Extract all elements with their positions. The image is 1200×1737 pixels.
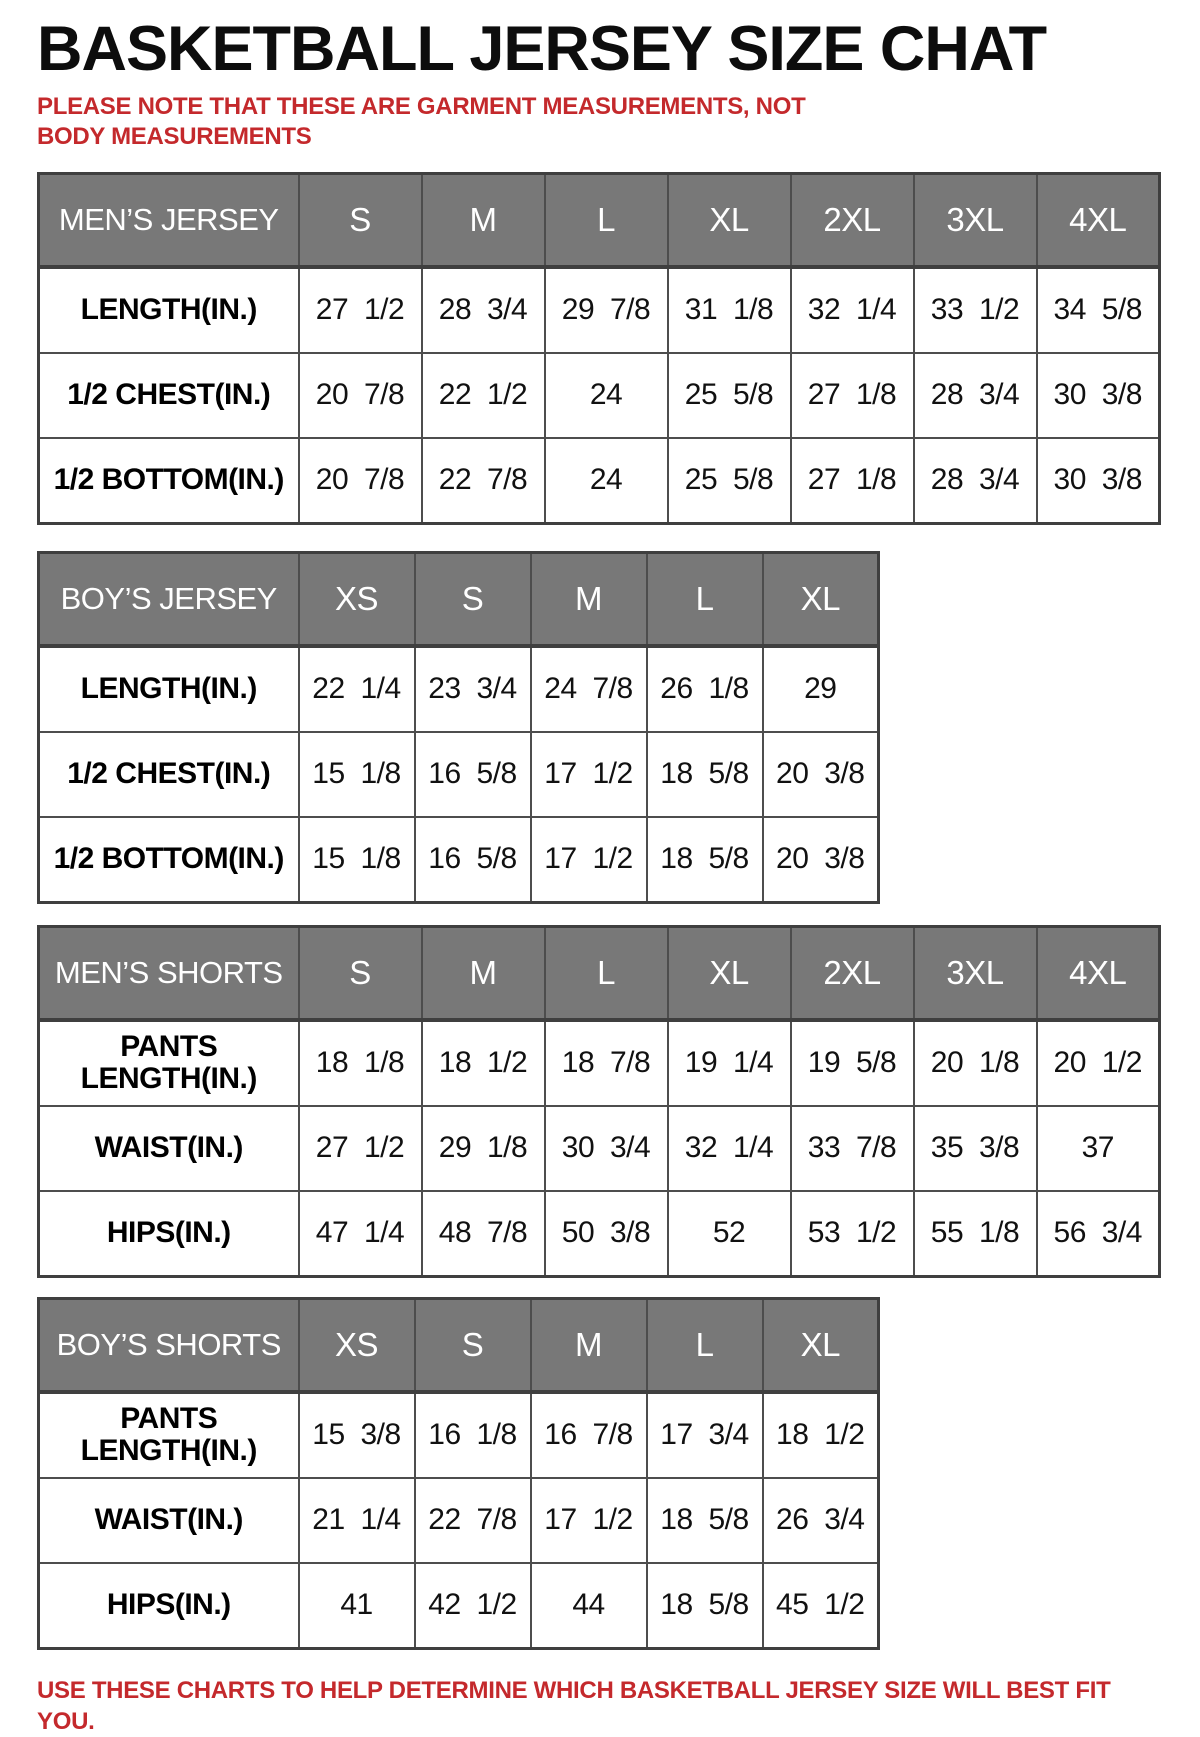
measurement-value: 48 7/8 — [422, 1191, 545, 1277]
row-label: HIPS(IN.) — [39, 1191, 299, 1277]
size-header-l: L — [647, 1298, 763, 1392]
measurement-value: 53 1/2 — [791, 1191, 914, 1277]
size-header-4xl: 4XL — [1037, 926, 1160, 1020]
measurement-value: 31 1/8 — [668, 267, 791, 353]
measurement-value: 20 1/8 — [914, 1020, 1037, 1106]
measurement-row — [39, 1563, 879, 1649]
size-header-s: S — [299, 926, 422, 1020]
measurement-value: 29 — [763, 646, 879, 732]
size-table-boys-jersey — [37, 551, 880, 904]
size-table-boys-shorts — [37, 1297, 880, 1650]
measurement-value: 47 1/4 — [299, 1191, 422, 1277]
measurement-value: 16 7/8 — [531, 1392, 647, 1478]
measurement-value: 24 — [545, 353, 668, 438]
measurement-value: 27 1/8 — [791, 353, 914, 438]
size-header-m: M — [531, 1298, 647, 1392]
best-fit-note: USE THESE CHARTS TO HELP DETERMINE WHICH BASKETBALL JERSEY SIZE WILL BEST FIT YOU. — [37, 1676, 1111, 1735]
measurement-value: 37 — [1037, 1106, 1160, 1191]
row-label: 1/2 CHEST(IN.) — [39, 353, 299, 438]
measurement-value: 27 1/2 — [299, 267, 422, 353]
header-row-boys-jersey — [39, 552, 879, 646]
size-header-3xl: 3XL — [914, 173, 1037, 267]
measurement-value: 20 7/8 — [299, 353, 422, 438]
measurement-value: 41 — [299, 1563, 415, 1649]
size-table-mens-shorts — [37, 925, 1161, 1278]
measurement-value: 17 1/2 — [531, 732, 647, 817]
measurement-value: 27 1/8 — [791, 438, 914, 524]
measurement-row — [39, 1020, 1160, 1106]
measurement-value: 29 1/8 — [422, 1106, 545, 1191]
row-label: WAIST(IN.) — [39, 1478, 299, 1563]
measurement-value: 19 5/8 — [791, 1020, 914, 1106]
measurement-value: 56 3/4 — [1037, 1191, 1160, 1277]
row-label: 1/2 CHEST(IN.) — [39, 732, 299, 817]
table-label-boys-shorts: BOY’S SHORTS — [39, 1298, 299, 1392]
measurement-value: 44 — [531, 1563, 647, 1649]
measurement-value: 33 7/8 — [791, 1106, 914, 1191]
size-header-xl: XL — [668, 173, 791, 267]
measurement-value: 30 3/8 — [1037, 353, 1160, 438]
measurement-value: 18 1/8 — [299, 1020, 422, 1106]
measurement-value: 17 3/4 — [647, 1392, 763, 1478]
measurement-value: 30 3/8 — [1037, 438, 1160, 524]
page-title: BASKETBALL JERSEY SIZE CHAT — [37, 14, 1047, 84]
measurement-value: 30 3/4 — [545, 1106, 668, 1191]
measurement-value: 21 1/4 — [299, 1478, 415, 1563]
size-header-xl: XL — [763, 552, 879, 646]
measurement-value: 24 7/8 — [531, 646, 647, 732]
measurement-value: 18 5/8 — [647, 817, 763, 903]
measurement-row — [39, 1106, 1160, 1191]
measurement-value: 18 5/8 — [647, 732, 763, 817]
size-header-s: S — [299, 173, 422, 267]
measurement-value: 18 1/2 — [422, 1020, 545, 1106]
measurement-value: 25 5/8 — [668, 353, 791, 438]
table-label-mens-shorts: MEN’S SHORTS — [39, 926, 299, 1020]
measurement-value: 17 1/2 — [531, 1478, 647, 1563]
size-header-l: L — [545, 926, 668, 1020]
table-label-mens-jersey: MEN’S JERSEY — [39, 173, 299, 267]
measurement-value: 16 1/8 — [415, 1392, 531, 1478]
measurement-value: 19 1/4 — [668, 1020, 791, 1106]
measurement-value: 18 1/2 — [763, 1392, 879, 1478]
boys-shorts-table-wrap — [37, 1297, 1200, 1650]
size-header-l: L — [647, 552, 763, 646]
measurement-value: 32 1/4 — [668, 1106, 791, 1191]
measurement-value: 28 3/4 — [914, 438, 1037, 524]
row-label: PANTS LENGTH(IN.) — [39, 1020, 299, 1106]
measurement-value: 27 1/2 — [299, 1106, 422, 1191]
size-header-xl: XL — [763, 1298, 879, 1392]
size-header-l: L — [545, 173, 668, 267]
measurement-value: 15 3/8 — [299, 1392, 415, 1478]
measurement-value: 17 1/2 — [531, 817, 647, 903]
measurement-value: 35 3/8 — [914, 1106, 1037, 1191]
size-header-xs: XS — [299, 552, 415, 646]
size-header-s: S — [415, 552, 531, 646]
measurement-value: 15 1/8 — [299, 817, 415, 903]
size-header-xl: XL — [668, 926, 791, 1020]
measurement-row — [39, 732, 879, 817]
measurement-value: 16 5/8 — [415, 817, 531, 903]
row-label: HIPS(IN.) — [39, 1563, 299, 1649]
size-header-xs: XS — [299, 1298, 415, 1392]
measurement-value: 23 3/4 — [415, 646, 531, 732]
mens-jersey-table-wrap — [37, 172, 1200, 525]
measurement-value: 28 3/4 — [914, 353, 1037, 438]
measurement-row — [39, 438, 1160, 524]
size-header-m: M — [422, 926, 545, 1020]
measurement-value: 18 5/8 — [647, 1478, 763, 1563]
measurement-value: 22 7/8 — [422, 438, 545, 524]
table-label-boys-jersey: BOY’S JERSEY — [39, 552, 299, 646]
measurement-value: 50 3/8 — [545, 1191, 668, 1277]
measurement-value: 18 5/8 — [647, 1563, 763, 1649]
size-header-m: M — [422, 173, 545, 267]
measurement-row — [39, 353, 1160, 438]
measurement-value: 26 1/8 — [647, 646, 763, 732]
size-header-3xl: 3XL — [914, 926, 1037, 1020]
measurement-value: 24 — [545, 438, 668, 524]
measurement-value: 20 1/2 — [1037, 1020, 1160, 1106]
measurement-value: 42 1/2 — [415, 1563, 531, 1649]
row-label: PANTS LENGTH(IN.) — [39, 1392, 299, 1478]
size-header-s: S — [415, 1298, 531, 1392]
measurement-row — [39, 267, 1160, 353]
measurement-value: 26 3/4 — [763, 1478, 879, 1563]
header-row-mens-jersey — [39, 173, 1160, 267]
measurement-value: 16 5/8 — [415, 732, 531, 817]
size-header-2xl: 2XL — [791, 173, 914, 267]
measurement-value: 22 7/8 — [415, 1478, 531, 1563]
size-header-2xl: 2XL — [791, 926, 914, 1020]
boys-jersey-table-wrap — [37, 551, 1200, 904]
measurement-value: 18 7/8 — [545, 1020, 668, 1106]
measurement-value: 20 7/8 — [299, 438, 422, 524]
measurement-value: 22 1/4 — [299, 646, 415, 732]
measurement-value: 45 1/2 — [763, 1563, 879, 1649]
row-label: WAIST(IN.) — [39, 1106, 299, 1191]
header-row-mens-shorts — [39, 926, 1160, 1020]
tables-container — [37, 172, 1200, 1650]
measurement-value: 15 1/8 — [299, 732, 415, 817]
header-row-boys-shorts — [39, 1298, 879, 1392]
measurement-value: 33 1/2 — [914, 267, 1037, 353]
measurement-value: 25 5/8 — [668, 438, 791, 524]
measurement-value: 28 3/4 — [422, 267, 545, 353]
size-table-mens-jersey — [37, 172, 1161, 525]
measurement-value: 20 3/8 — [763, 732, 879, 817]
measurement-value: 22 1/2 — [422, 353, 545, 438]
row-label: 1/2 BOTTOM(IN.) — [39, 438, 299, 524]
row-label: LENGTH(IN.) — [39, 646, 299, 732]
measurement-row — [39, 646, 879, 732]
measurement-value: 29 7/8 — [545, 267, 668, 353]
measurement-row — [39, 1191, 1160, 1277]
size-header-4xl: 4XL — [1037, 173, 1160, 267]
size-header-m: M — [531, 552, 647, 646]
measurement-value: 55 1/8 — [914, 1191, 1037, 1277]
row-label: LENGTH(IN.) — [39, 267, 299, 353]
measurement-value: 52 — [668, 1191, 791, 1277]
measurement-value: 34 5/8 — [1037, 267, 1160, 353]
mens-shorts-table-wrap — [37, 925, 1200, 1278]
measurement-value: 20 3/8 — [763, 817, 879, 903]
garment-measurements-note: PLEASE NOTE THAT THESE ARE GARMENT MEASUREMENTS, NOT BODY MEASUREMENTS — [37, 92, 806, 151]
measurement-row — [39, 1478, 879, 1563]
measurement-row — [39, 817, 879, 903]
measurement-row — [39, 1392, 879, 1478]
measurement-value: 32 1/4 — [791, 267, 914, 353]
row-label: 1/2 BOTTOM(IN.) — [39, 817, 299, 903]
